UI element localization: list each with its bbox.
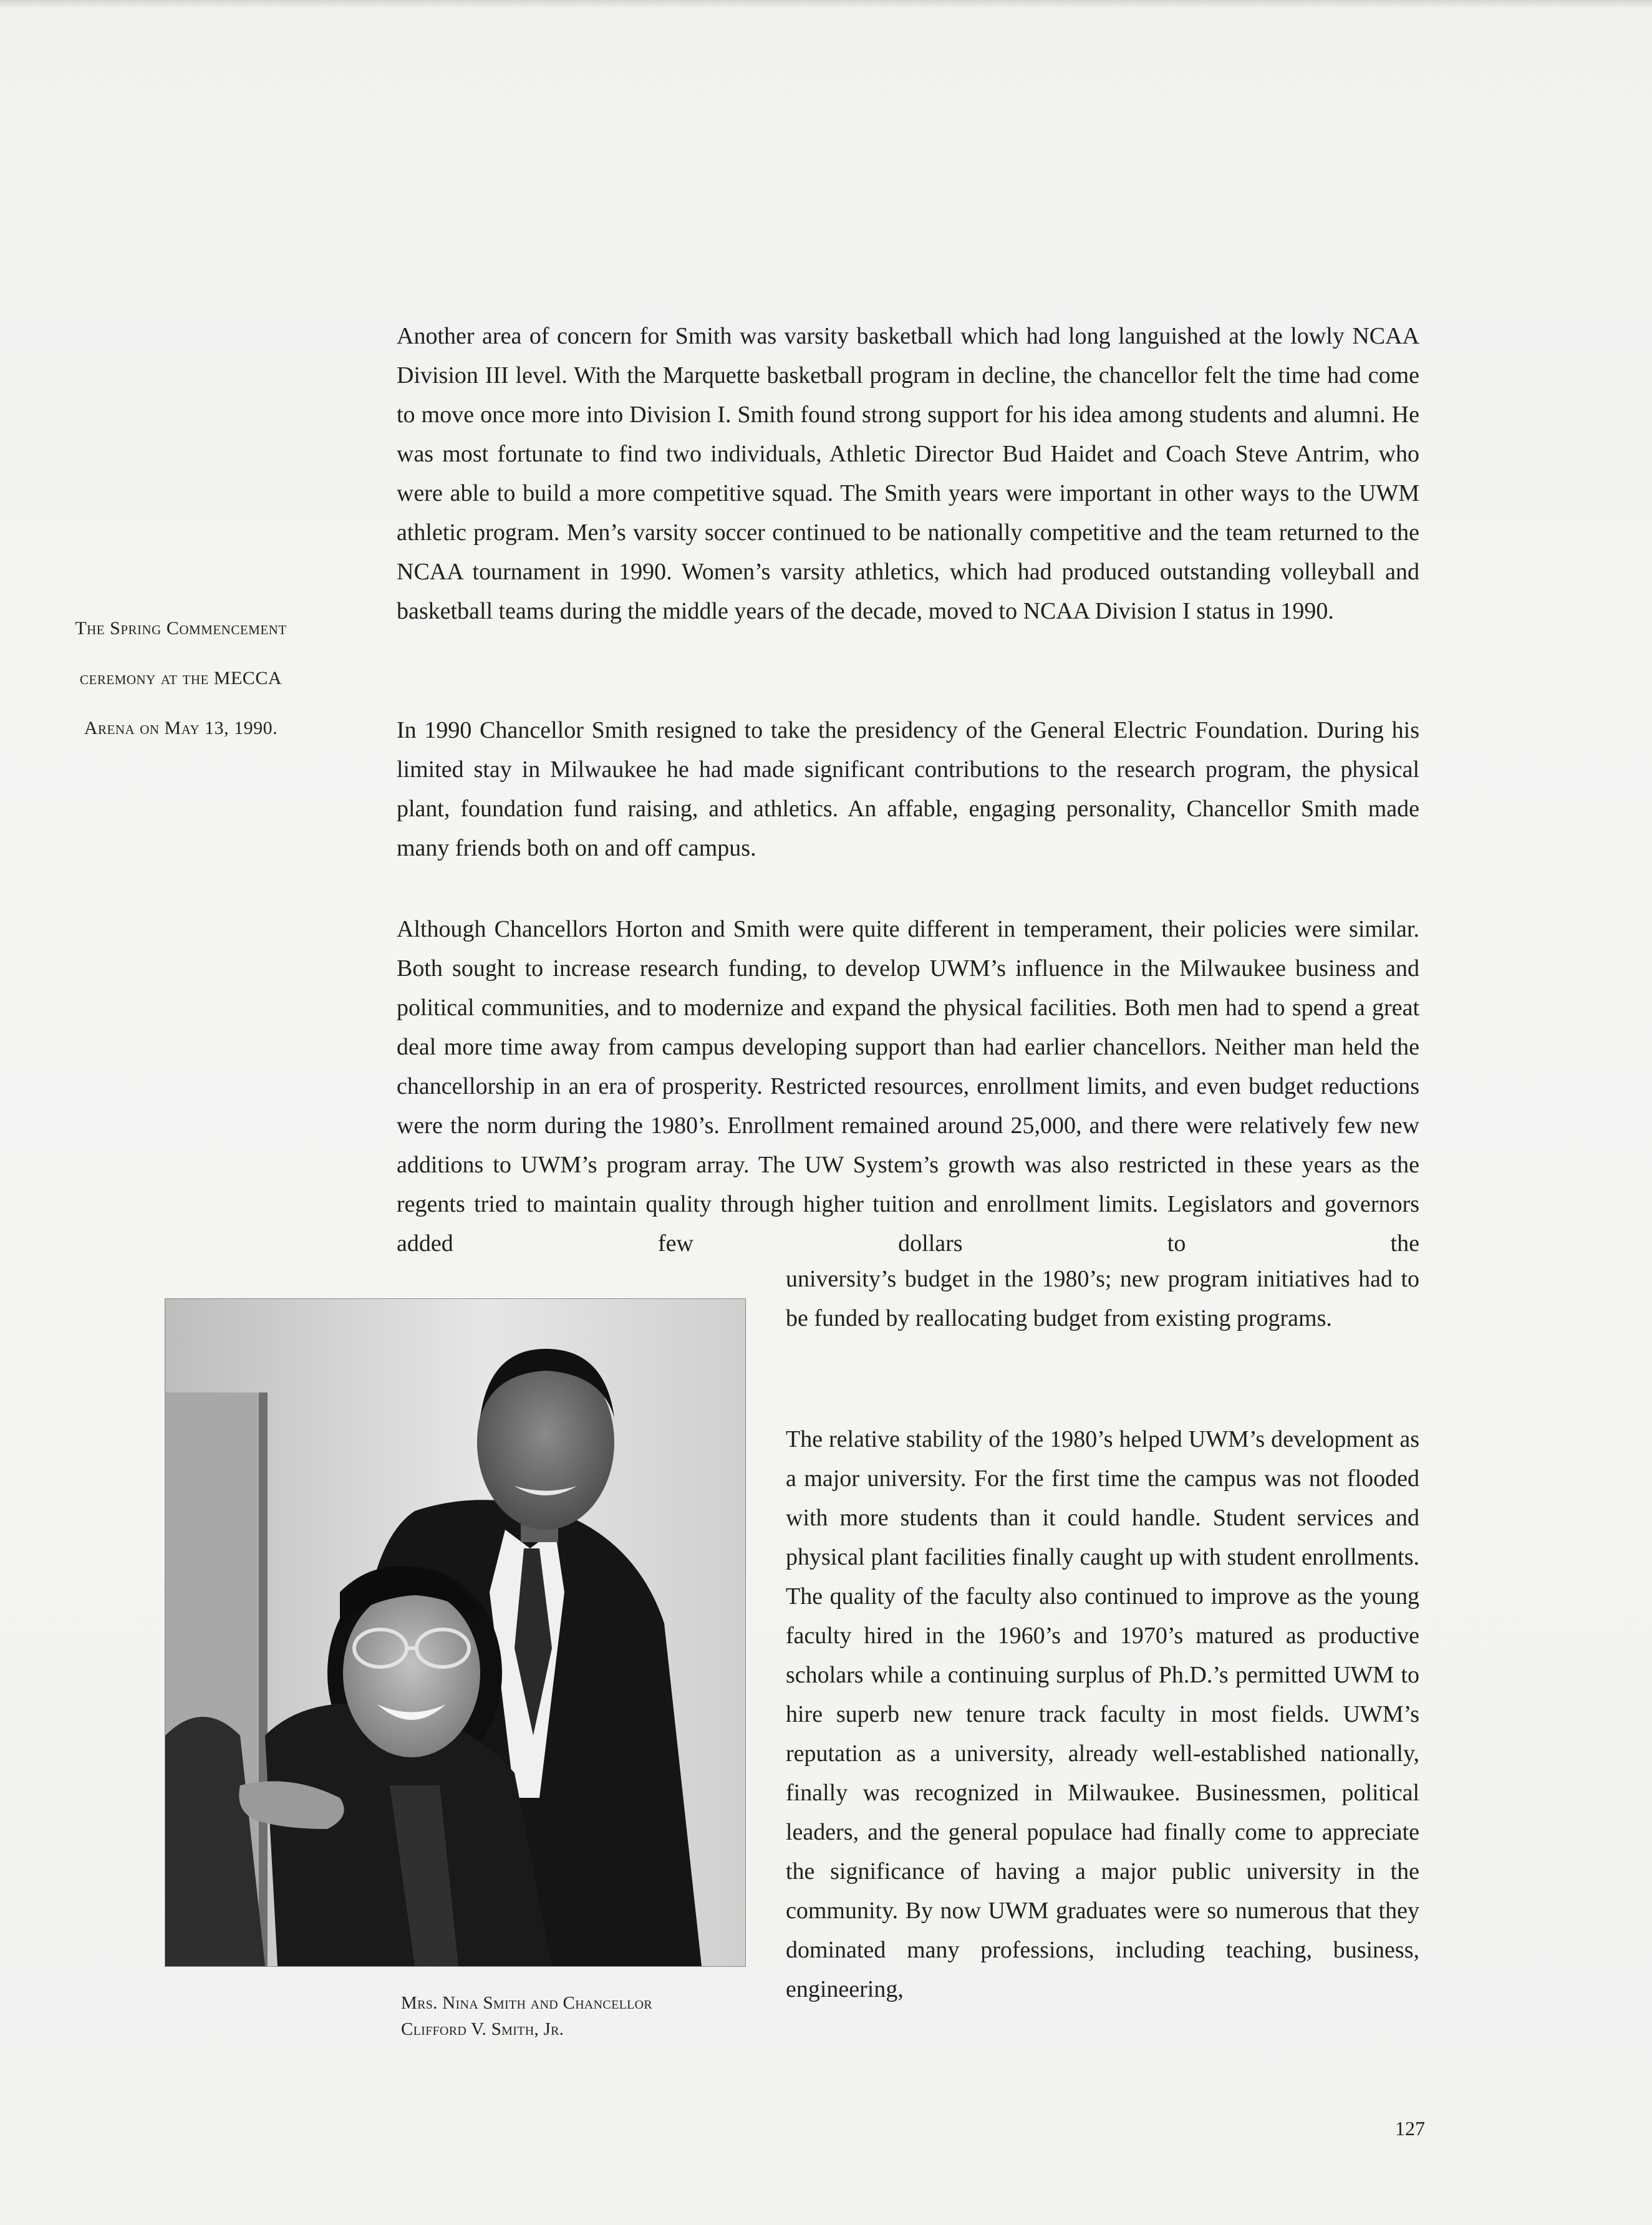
- page-top-shadow: [0, 0, 1652, 9]
- paragraph-basketball: Another area of concern for Smith was varsity basketball which had long languished at the lowly NCAA Division III level. With the Marquette basketball program in decline, the chancellor felt the time had come to move once more into Division I. Smith found strong support for his idea among students and alumni. He was most fortunate to find two individuals, Athletic Director Bud Haidet and Coach Steve Antrim, who were able to build a more competitive squad. The Smith years were important in other ways to the UWM athletic program. Men’s varsity soccer continued to be nationally competitive and the team returned to the NCAA tournament in 1990. Women’s varsity athletics, which had produced outstanding volleyball and basketball teams during the middle years of the decade, moved to NCAA Division I status in 1990.: [397, 323, 1419, 624]
- page-number: 127: [1395, 2117, 1425, 2140]
- paragraph-horton-and-smith: Although Chancellors Horton and Smith were quite different in temperament, their policies were similar. Both sought to increase research funding, to develop UWM’s influence in the Milwaukee business and political communities, and to modernize and expand the physical facilities. Both men had to spend a great deal more time away from campus developing support than had earlier chancellors. Neither man held the chancellorship in an era of prosperity. Restricted resources, enrollment limits, and even budget reductions were the norm during the 1980’s. Enrollment remained around 25,000, and there were relatively few new additions to UWM’s program array. The UW System’s growth was also restricted in these years as the regents tried to maintain quality through higher tuition and enrollment limits. Legislators and governors added few dollars to the: [397, 916, 1419, 1257]
- photo-caption-line-2: Clifford V. Smith, Jr.: [401, 2019, 564, 2039]
- photo-caption-line-1: Mrs. Nina Smith and Chancellor: [401, 1993, 652, 2013]
- portrait-photo-illustration: [165, 1299, 745, 1966]
- paragraph-relative-stability: The relative stability of the 1980’s helped UWM’s development as a major university. For the first time the campus was not flooded with more students than it could handle. Student services and physical plant facilities finally caught up with student enrollments. The quality of the faculty also continued to improve as the young faculty hired in the 1960’s and 1970’s matured as productive scholars while a continuing surplus of Ph.D.’s permitted UWM to hire superb new tenure track faculty in most fields. UWM’s reputation as a university, already well-established nationally, finally was recognized in Milwaukee. Businessmen, political leaders, and the general populace had finally come to appreciate the significance of having a major public university in the community. By now UWM graduates were so numerous that they dominated many professions, including teaching, business, engineering,: [786, 1426, 1419, 2002]
- sidebar-caption: [56, 604, 306, 753]
- paragraph-horton-and-smith-continued: university’s budget in the 1980’s; new program initiatives had to be funded by reallocating budget from existing programs.: [786, 1266, 1419, 1331]
- sidebar-caption-line-3: Arena on May 13, 1990.: [84, 718, 278, 738]
- photo-caption: [401, 1990, 750, 2042]
- portrait-photo: [165, 1298, 746, 1967]
- sidebar-caption-line-1: The Spring Commencement: [75, 618, 287, 639]
- paragraph-smith-resigns: In 1990 Chancellor Smith resigned to take the presidency of the General Electric Foundation. During his limited stay in Milwaukee he had made significant contributions to the research program, the physical plant, foundation fund raising, and athletics. An affable, engaging personality, Chancellor Smith made many friends both on and off campus.: [397, 717, 1419, 861]
- sidebar-caption-line-2: ceremony at the MECCA: [79, 668, 282, 688]
